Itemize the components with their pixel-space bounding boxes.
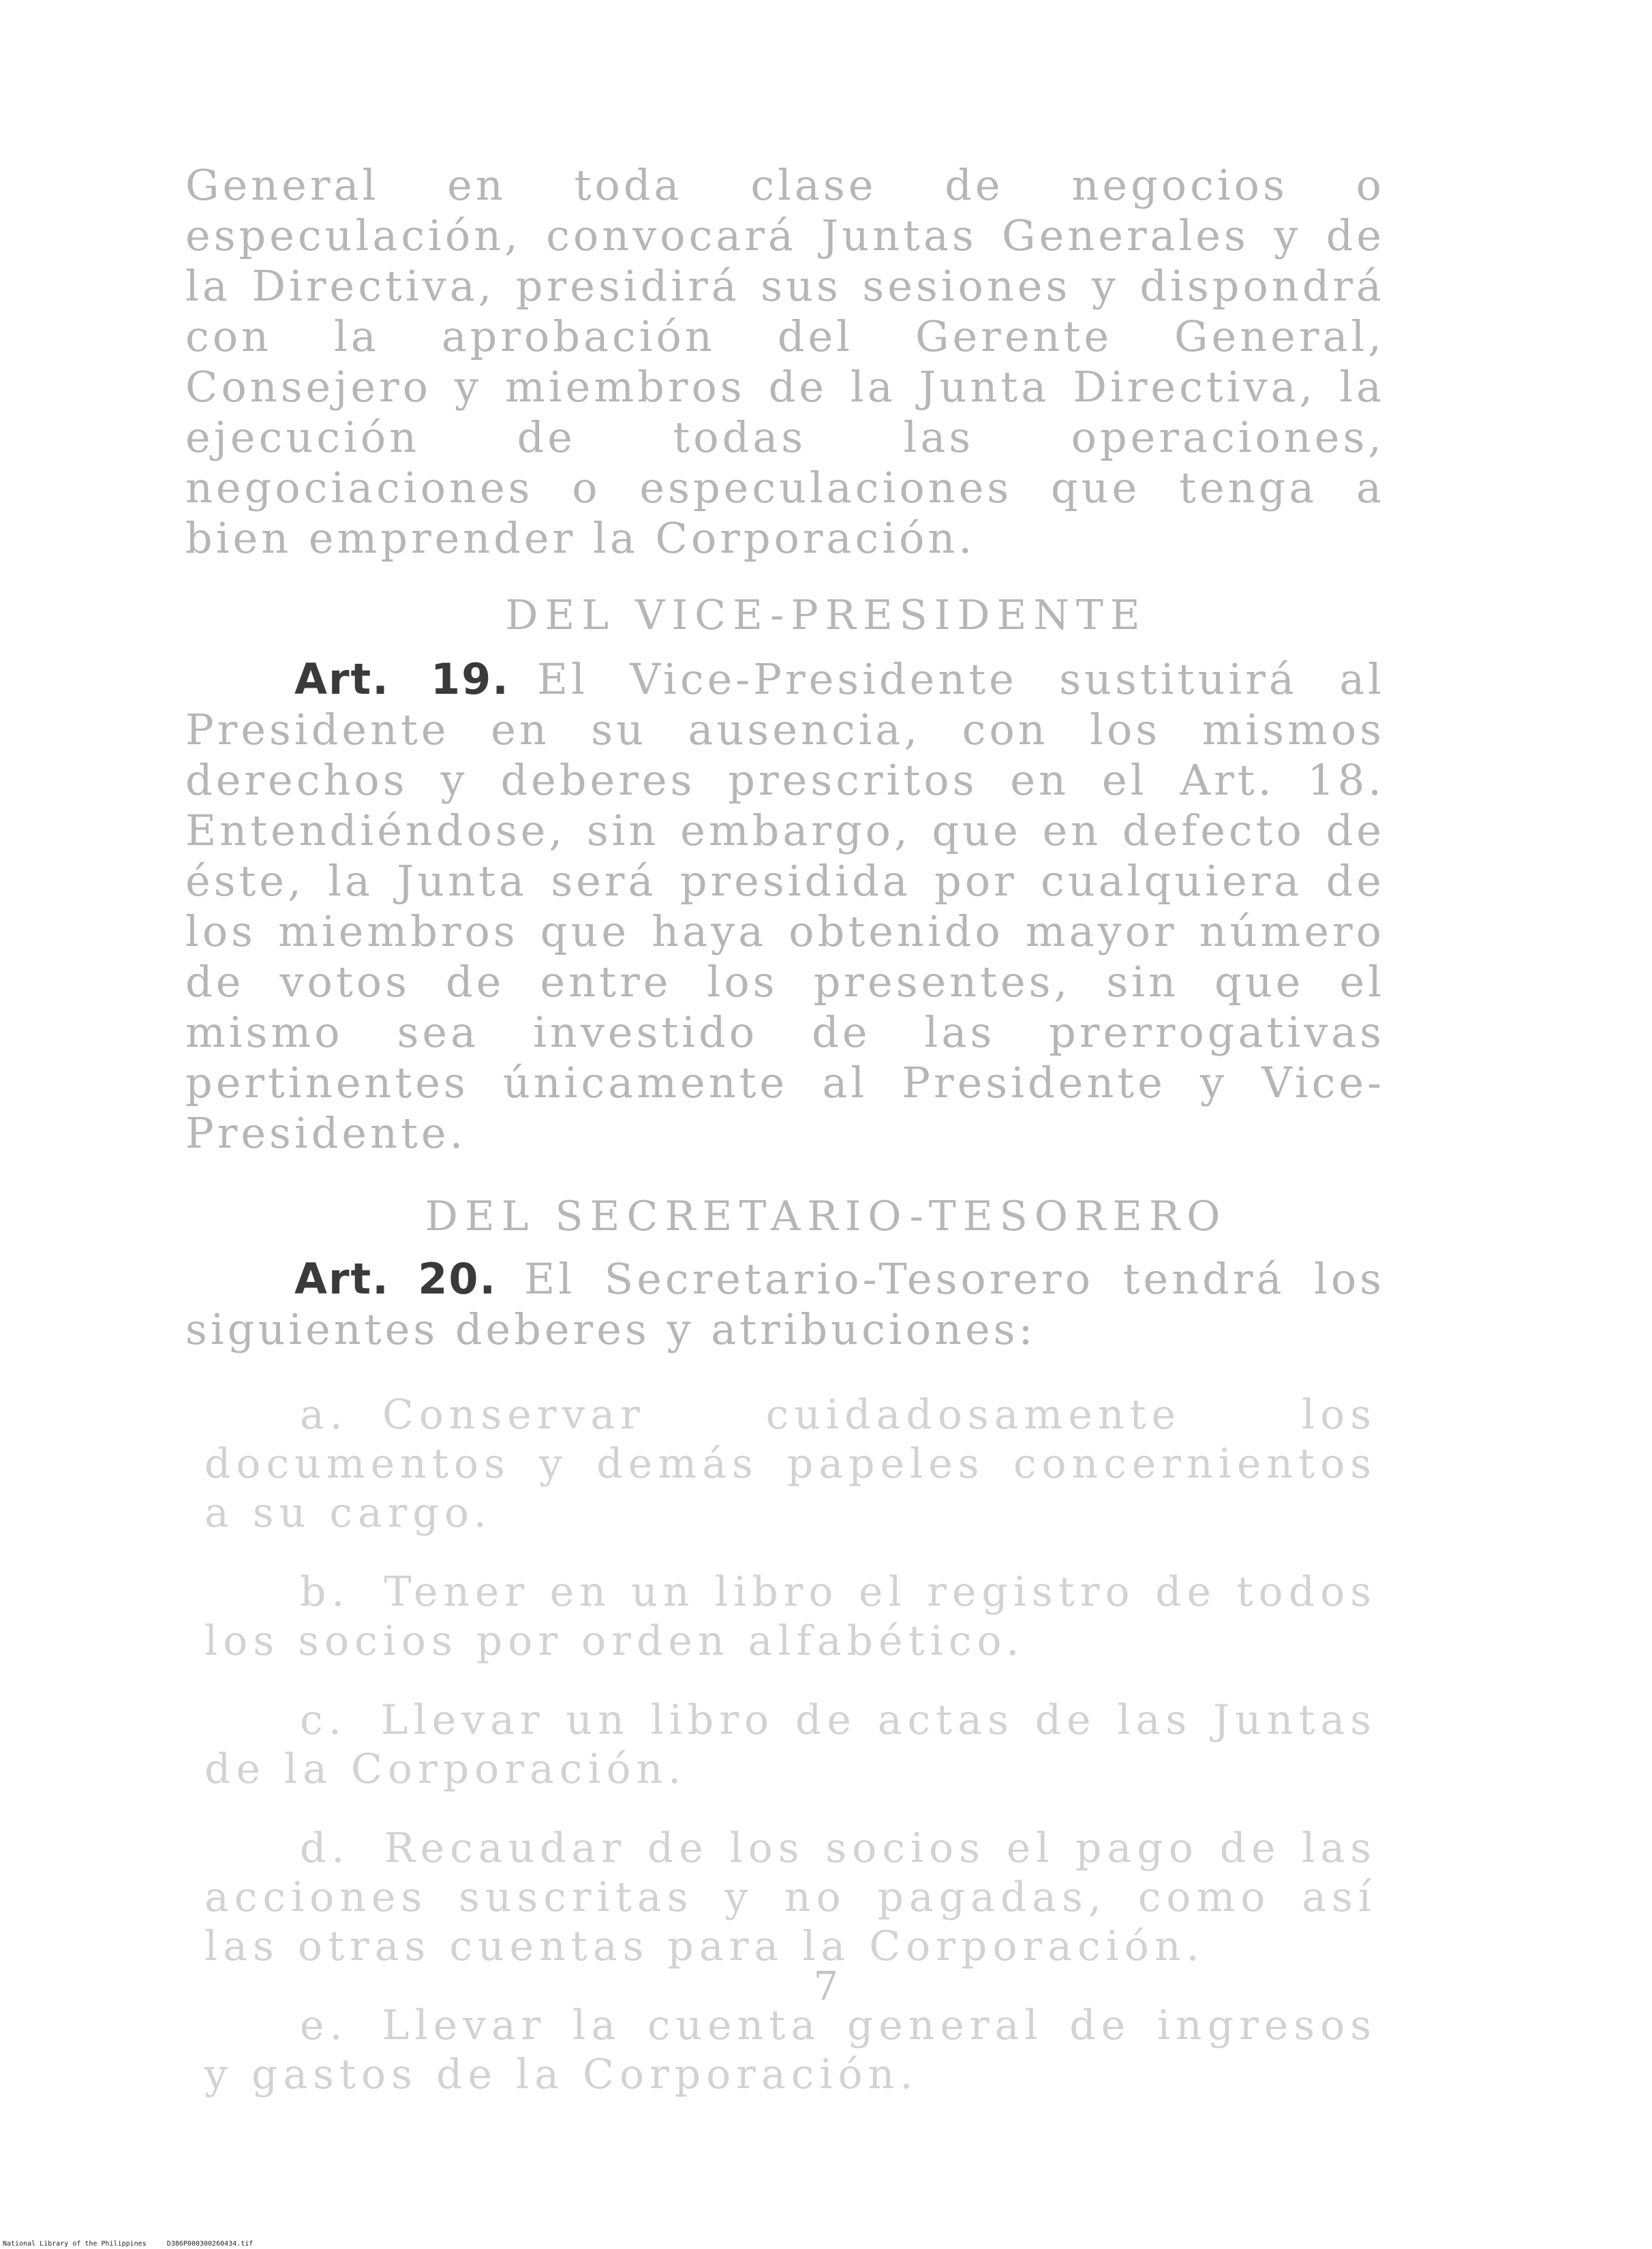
list-item-letter: e. xyxy=(300,2002,348,2049)
list-item-letter: a. xyxy=(300,1391,348,1439)
article-20-label: Art. 20. xyxy=(294,1254,498,1304)
list-item-text: Recaudar de los socios el pago de las acciones suscritas y no pagadas, como así las otras cuentas para la Corporación. xyxy=(204,1824,1377,1970)
list-item-letter: c. xyxy=(300,1696,347,1744)
list-item xyxy=(204,2001,1377,2099)
article-20 xyxy=(185,1254,1385,1355)
article-19 xyxy=(185,654,1385,1159)
scan-footer xyxy=(3,2240,253,2248)
list-item xyxy=(204,1696,1377,1794)
list-item-text: Llevar un libro de actas de las Juntas de la Corporación. xyxy=(204,1696,1377,1793)
heading-vice-presidente: DEL VICE-PRESIDENTE xyxy=(505,592,1147,639)
duties-list xyxy=(204,1390,1377,2129)
list-item-text: Tener en un libro el registro de todos los socios por orden alfabético. xyxy=(204,1568,1377,1665)
article-19-label: Art. 19. xyxy=(294,654,510,704)
page-number: 7 xyxy=(813,1963,839,2009)
list-item xyxy=(204,1824,1377,1971)
heading-secretario-tesorero: DEL SECRETARIO-TESORERO xyxy=(425,1193,1227,1240)
list-item-letter: d. xyxy=(300,1824,350,1872)
article-20-text: El Secretario-Tesorero tendrá los siguientes deberes y atribuciones: xyxy=(185,1254,1385,1354)
list-item xyxy=(204,1390,1377,1537)
footer-source: National Library of the Philippines xyxy=(3,2240,147,2248)
footer-file: D386P000300260434.tif xyxy=(166,2240,254,2248)
list-item xyxy=(204,1567,1377,1666)
article-19-text: El Vice-Presidente sustituirá al Presidente en su ausencia, con los mismos derechos y deberes prescritos en el Art. 18. Entendiéndose, sin embargo, que en defecto de éste, la Junta será presidida por cualquiera de los miembros que haya obtenido mayor número de votos de entre los presentes, sin que el mismo sea investido de las prerrogativas pertinentes únicamente al Presidente y Vice-Presidente. xyxy=(185,654,1385,1158)
list-item-text: Conservar cuidadosamente los documentos y demás papeles concernientos a su cargo. xyxy=(204,1391,1377,1537)
list-item-letter: b. xyxy=(300,1568,350,1616)
list-item-text: Llevar la cuenta general de ingresos y gastos de la Corporación. xyxy=(204,2002,1377,2098)
paragraph-president-duties: General en toda clase de negocios o especulación, convocará Juntas Generales y de la Directiva, presidirá sus sesiones y dispondrá con la aprobación del Gerente General, Consejero y miembros de la Junta Directiva, la ejecución de todas las operaciones, negociaciones o especulaciones que tenga a bien emprender la Corporación. xyxy=(185,160,1385,563)
